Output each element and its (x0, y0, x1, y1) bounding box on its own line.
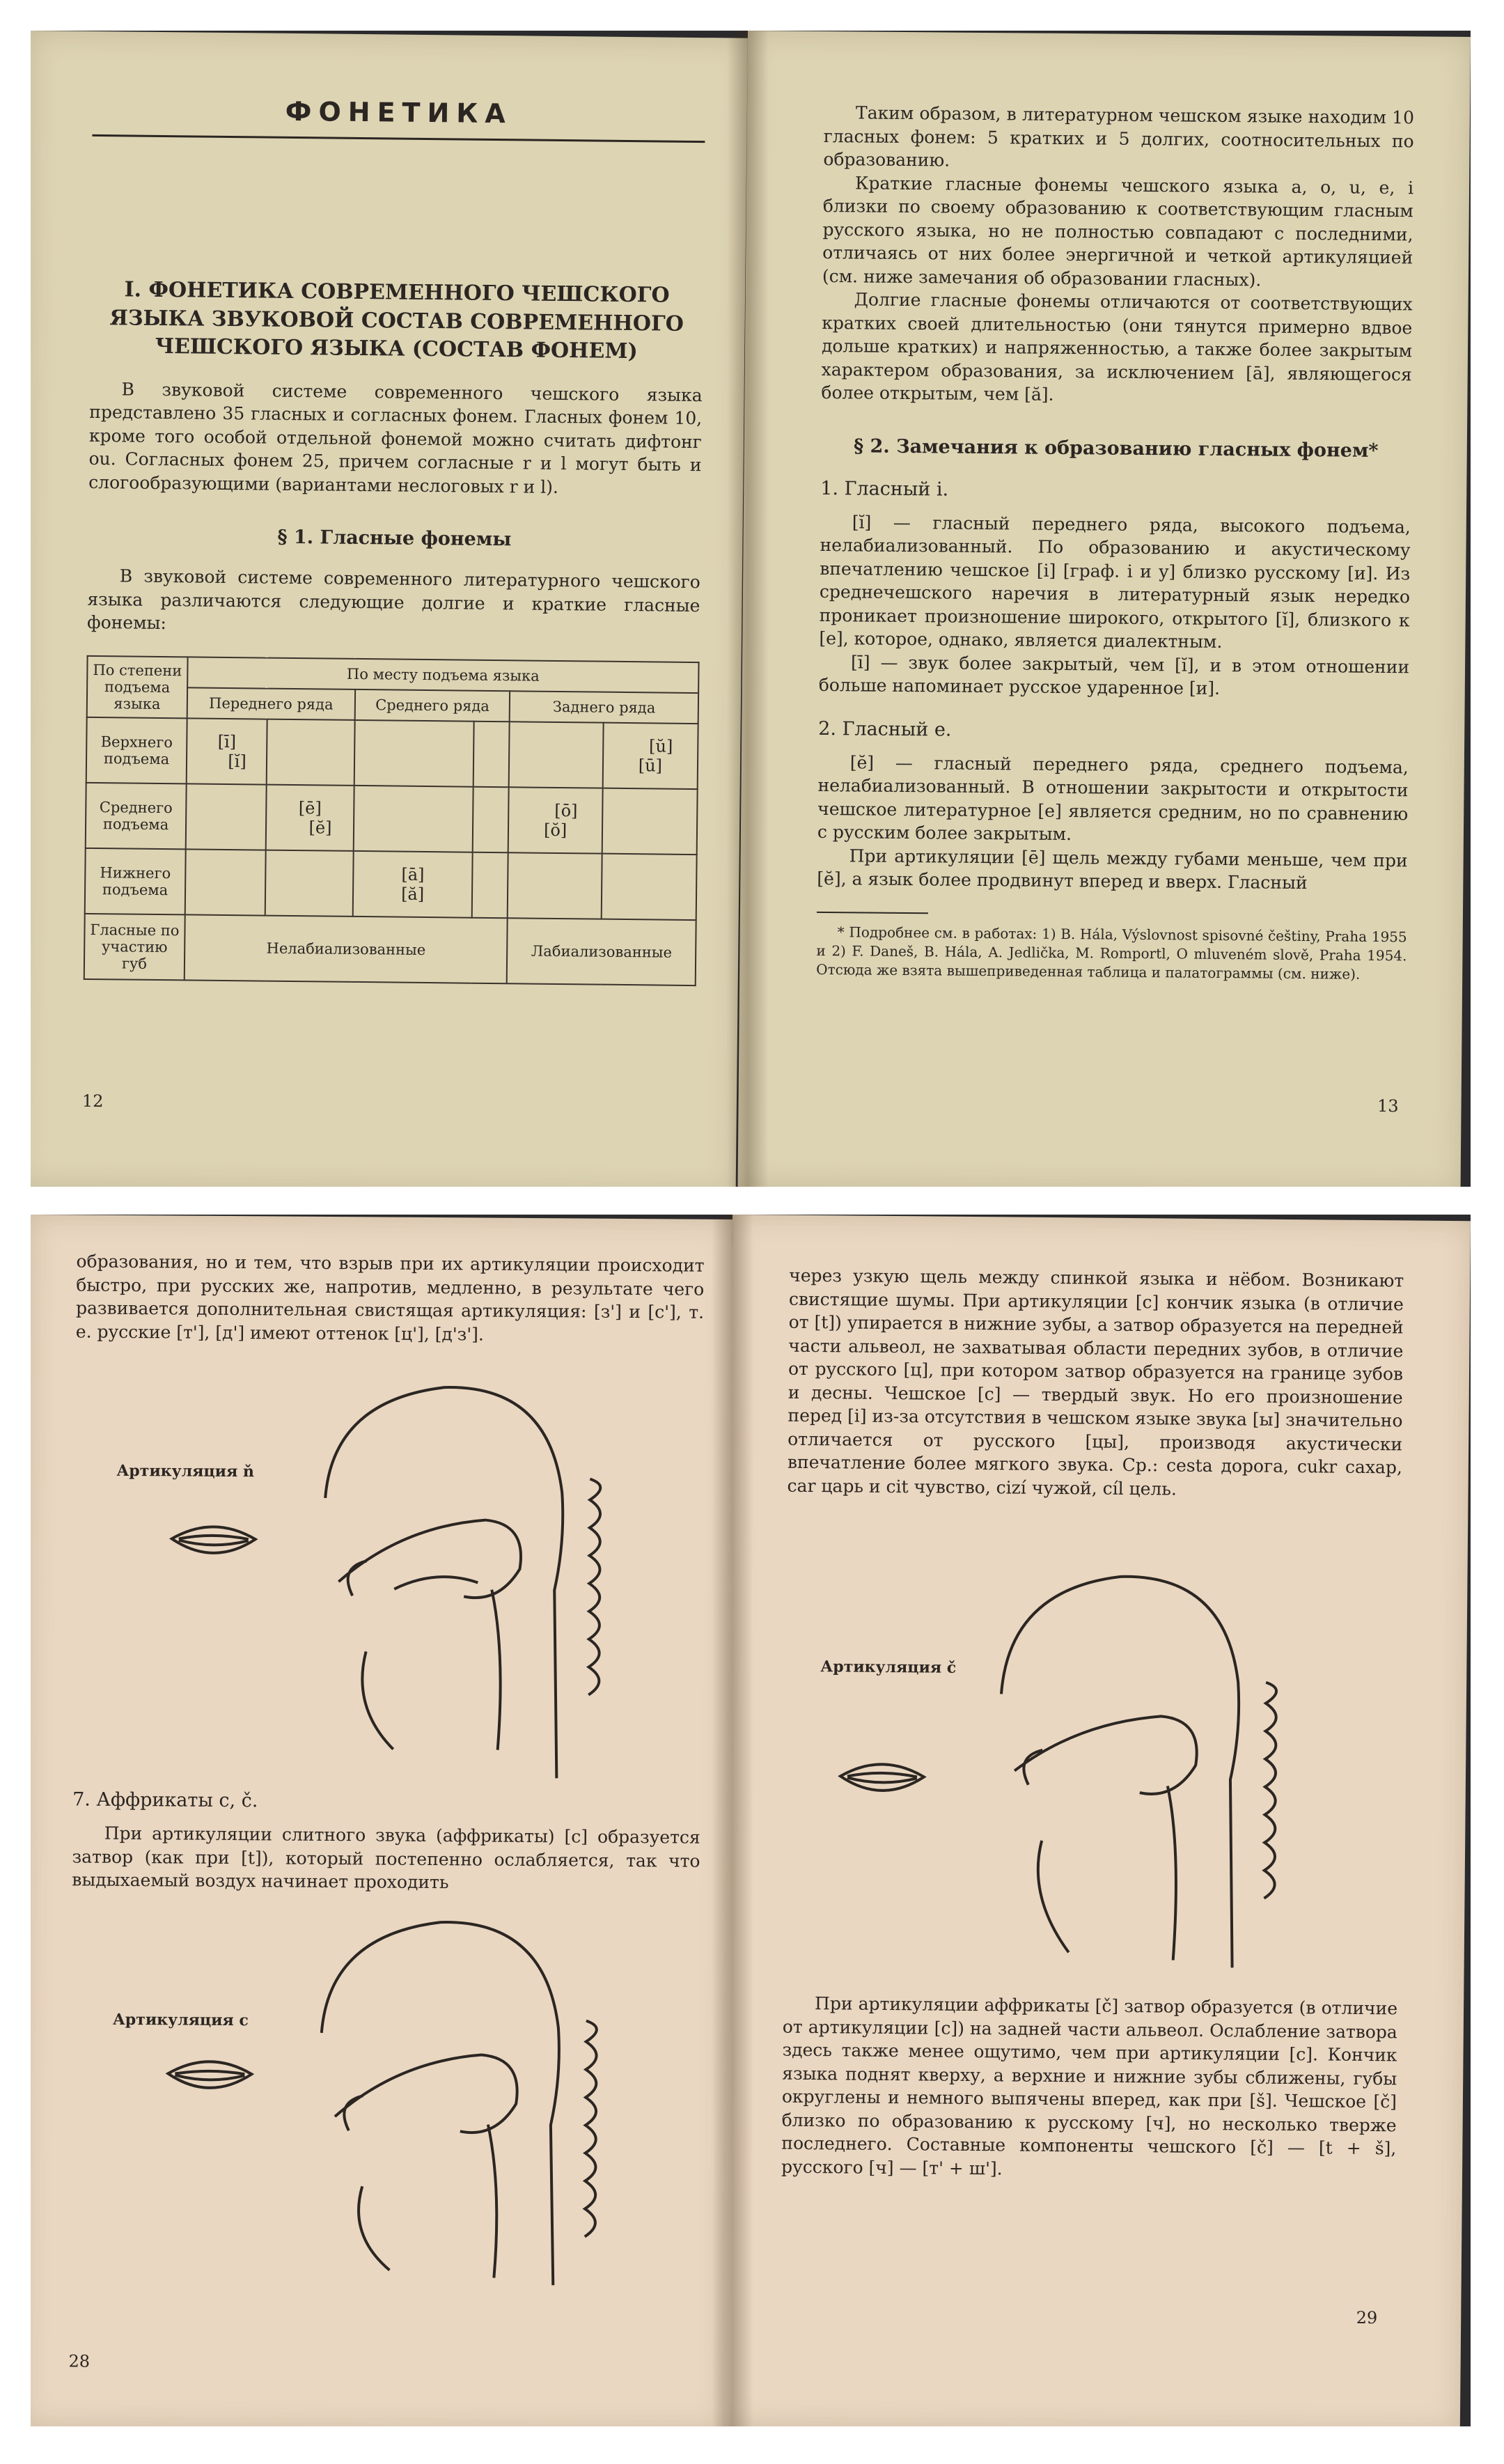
table-row (86, 717, 698, 788)
section-paragraph: В звуковой системе современного литературного чешского языка различаются следующие долгие и краткие гласные фонемы: (86, 566, 700, 634)
table-cell (602, 722, 698, 788)
paragraph: Краткие гласные фонемы чешского языка a, o, u, e, i близки по своему образованию к соответствующим гласным русского языка, но не полностью совпадают с последними, отличаясь от них более энергичной и четкой артикуляцией (см. ниже замечания об образовании гласных). (822, 172, 1414, 290)
articulation-figure-ch (783, 1518, 1402, 1997)
vowel-table (84, 655, 700, 985)
table-cell (508, 787, 602, 853)
table-cell (602, 788, 697, 854)
table-cell (509, 722, 603, 788)
phoneme: [ŭ] (648, 735, 673, 756)
figure-caption: Артикуляция ň (116, 1461, 254, 1481)
phoneme: [ŏ] (543, 820, 567, 840)
table-cell (186, 783, 267, 850)
vocal-tract-diagram (69, 1905, 698, 2300)
table-cell (267, 719, 355, 785)
table-cell (508, 852, 602, 919)
paragraph: [ī] — звук более закрытый, чем [ĭ], и в этом отношении больше напоминает русское ударенное [и]. (818, 651, 1410, 699)
running-head-rule (92, 134, 705, 143)
figure-caption: Артикуляция č (820, 1658, 957, 1677)
running-head: ФОНЕТИКА (285, 95, 512, 130)
paragraph: Таким образом, в литературном чешском языке находим 10 гласных фонем: 5 кратких и 5 долгих, соотносительных по образованию. (823, 102, 1415, 171)
unrounded-label: Нелабиализованные (185, 914, 508, 983)
paragraph: [ĕ] — гласный переднего ряда, среднего подъема, нелабиализованный. В отношении закрытости и открытости чешское литературное [e] является средним, но по сравнению с русским более закрытым. (817, 751, 1409, 845)
item-title-i: 1. Гласный i. (820, 477, 949, 501)
phoneme: [ō] (554, 800, 578, 820)
table-cell (187, 718, 267, 784)
phoneme: [ĭ] (228, 751, 246, 771)
column-header-front: Переднего ряда (187, 687, 355, 720)
column-header-back: Заднего ряда (510, 691, 698, 724)
page-29 (722, 1215, 1471, 2426)
page-number: 29 (1356, 2307, 1378, 2328)
page-28 (31, 1215, 733, 2426)
phoneme: [ē] (298, 797, 322, 818)
paragraph: образования, но и тем, что взрыв при их артикуляции происходит быстро, при русских же, напротив, медленно, в результате чего развивается дополнительная свистящая артикуляция: [з'] и [с'], т. е. русские [т'], [д'] имеют оттенок [ц'], [д'з']. (75, 1251, 705, 1345)
phoneme: [ī] (217, 731, 237, 751)
bottom-spread-photo (31, 1215, 1471, 2426)
table-cell (354, 785, 473, 852)
page-12 (31, 31, 748, 1187)
table-cell (472, 852, 508, 918)
table-cell (473, 721, 510, 787)
page-number: 28 (68, 2351, 91, 2371)
section-title-notes: § 2. Замечания к образованию гласных фонем* (853, 435, 1379, 462)
phoneme: [ĕ] (308, 817, 332, 838)
table-cell (266, 784, 354, 850)
page-13 (738, 31, 1471, 1187)
table-group-header: По месту подъема языка (187, 657, 698, 693)
chapter-title: I. ФОНЕТИКА СОВРЕМЕННОГО ЧЕШСКОГО ЯЗЫКА ЗВУКОВОЙ СОСТАВ СОВРЕМЕННОГО ЧЕШСКОГО ЯЗЫКА (СОСТАВ ФОНЕМ) (109, 277, 684, 364)
table-cell (602, 853, 697, 919)
row-label-high: Верхнего подъема (86, 717, 187, 783)
table-cell (265, 850, 354, 916)
paragraph: Долгие гласные фонемы отличаются от соответствующих кратких своей длительностью (они тянутся примерно вдвое дольше кратких) и напряженностью, а также более закрытым характером образования, за исключением [ā], являющегося более открытым, чем [ă]. (821, 289, 1413, 405)
subheading-affricates: 7. Аффрикаты c, č. (72, 1788, 258, 1812)
footnote: * Подробнее см. в работах: 1) B. Hála, Výslovnost spisovné češtiny, Praha 1955 и 2) F. Daneš, B. Hála, A. Jedlička, M. Romportl, O mluveném slově, Praha 1954. Отсюда же взята вышеприведенная таблица и палатограммы (см. ниже). (816, 923, 1407, 983)
paragraph: При артикуляции аффрикаты [č] затвор образуется (в отличие от артикуляции [c]) на задней части альвеол. Ослабление затвора здесь также менее ощутимо, чем при артикуляции [c]. Кончик языка поднят кверху, а верхние и нижние зубы сближены, губы округлены и немного выпячены вперед, как при [š]. Чешское [č] близко по образованию к русскому [ч], но несколько тверже последнего. Составные компоненты чешского [č] — [t + š], русского [ч] — [т' + ш']. (781, 1993, 1398, 2178)
paragraph: При артикуляции [ē] щель между губами меньше, чем при [ĕ], а язык более продвинут вперед и вверх. Гласный (817, 845, 1408, 894)
articulation-figure-c (69, 1905, 700, 2300)
item-title-e: 2. Гласный e. (818, 717, 952, 741)
vocal-tract-diagram (72, 1357, 702, 1793)
phoneme: [ū] (638, 755, 663, 776)
row-label-mid: Среднего подъема (86, 782, 187, 849)
top-spread-photo (31, 31, 1471, 1187)
table-row (87, 655, 698, 692)
table-cell (473, 786, 509, 852)
table-cell (353, 850, 473, 917)
page-number: 13 (1377, 1095, 1399, 1116)
phoneme: [ă] (401, 884, 425, 904)
vocal-tract-diagram (783, 1518, 1400, 1997)
row-label-lips: Гласные по участию губ (84, 913, 185, 980)
phoneme: [ā] (401, 864, 425, 884)
table-cell (185, 849, 266, 915)
figure-caption: Артикуляция c (112, 2010, 249, 2029)
intro-paragraph: В звуковой системе современного чешского языка представлено 35 гласных и согласных фонем. Гласных фонем 10, кроме того особой отдельной фонемой можно считать дифтонг ou. Согласных фонем 25, причем согласные r и l могут быть и слогообразующими (вариантами неслоговых r и l). (88, 378, 703, 497)
paragraph: [ĭ] — гласный переднего ряда, высокого подъема, нелабиализованный. По образованию и акустическому впечатлению чешское [i] [граф. i и y] близко русскому [и]. Из среднечешского наречия в литературный язык нередко проникает произношение широкого, открытого [ĭ], близкого к [e], которое, однако, является диалектным. (819, 511, 1411, 652)
table-row (84, 913, 696, 985)
column-header-central: Среднего ряда (355, 689, 510, 721)
table-row (85, 848, 697, 919)
section-title-vowels: § 1. Гласные фонемы (277, 526, 512, 551)
page-number: 12 (81, 1091, 104, 1112)
rounded-label: Лабиализованные (507, 918, 696, 985)
table-corner-header: По степени подъема языка (87, 655, 188, 718)
footnote-rule (817, 911, 928, 913)
table-row (86, 782, 698, 854)
table-cell (354, 719, 474, 786)
articulation-figure-n (72, 1357, 703, 1793)
paragraph: через узкую щель между спинкой языка и нёбом. Возникают свистящие шумы. При артикуляции [c] кончик языка (в отличие от [t]) упирается в нижние зубы, а затвор образуется на передней части альвеол, не захватывая области передних зубов, в отличие от русского [ц], при котором затвор образуется на границе зубов и десны. Чешское [c] — твердый звук. Но его произношение перед [i] из-за отсутствия в чешском языке звука [ы] значительно отличается от русского [цы], производя акустически впечатление более мягкого звука. Ср.: cesta дорога, cukr сахар, car царь и cit чувство, cizí чужой, cíl цель. (787, 1265, 1404, 1499)
paragraph: При артикуляции слитного звука (аффрикаты) [c] образуется затвор (как при [t]), который постепенно ослабляется, так что выдыхаемый воздух начинает проходить (72, 1823, 700, 1893)
row-label-low: Нижнего подъема (85, 848, 186, 914)
